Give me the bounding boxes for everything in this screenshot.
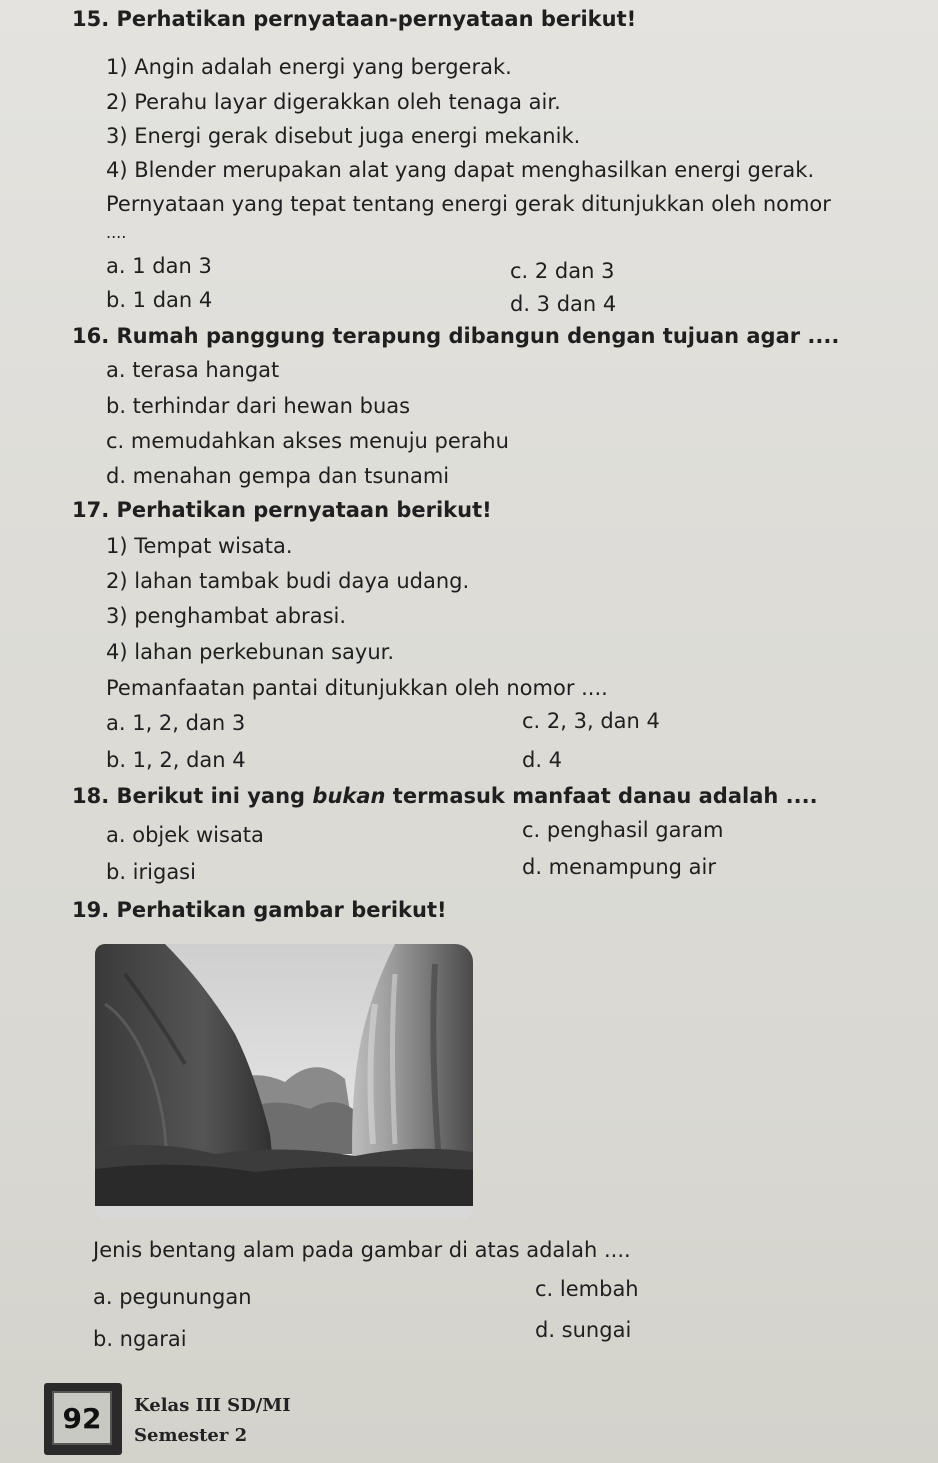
q17-option-b[interactable]: b. 1, 2, dan 4 <box>106 748 246 772</box>
q19-option-b[interactable]: b. ngarai <box>93 1327 187 1351</box>
q17-statement-2: 2) lahan tambak budi daya udang. <box>106 569 470 593</box>
q16-option-d[interactable]: d. menahan gempa dan tsunami <box>106 464 450 488</box>
q18-option-c[interactable]: c. penghasil garam <box>522 818 724 842</box>
q16-option-a[interactable]: a. terasa hangat <box>106 358 280 382</box>
q19-option-d[interactable]: d. sungai <box>535 1318 632 1342</box>
q18-option-d[interactable]: d. menampung air <box>522 855 716 879</box>
q18-option-a[interactable]: a. objek wisata <box>106 823 264 847</box>
q19-option-c[interactable]: c. lembah <box>535 1277 639 1301</box>
q16-option-c[interactable]: c. memudahkan akses menuju perahu <box>106 429 509 453</box>
q17-statement-4: 4) lahan perkebunan sayur. <box>106 640 395 664</box>
q16-option-b[interactable]: b. terhindar dari hewan buas <box>106 394 411 418</box>
q18-question-post: termasuk manfaat danau adalah .... <box>385 784 818 808</box>
q18-option-b[interactable]: b. irigasi <box>106 860 196 884</box>
q17-option-a[interactable]: a. 1, 2, dan 3 <box>106 711 246 735</box>
q17-option-c[interactable]: c. 2, 3, dan 4 <box>522 709 660 733</box>
q17-option-d[interactable]: d. 4 <box>522 748 563 772</box>
question-17-text: 17. Perhatikan pernyataan berikut! <box>72 498 492 522</box>
class-label: Kelas III SD/MI <box>134 1395 291 1416</box>
q15-option-a[interactable]: a. 1 dan 3 <box>106 254 212 278</box>
canyon-photo <box>95 944 473 1219</box>
q17-statement-1: 1) Tempat wisata. <box>106 534 293 558</box>
q15-option-d[interactable]: d. 3 dan 4 <box>510 292 617 316</box>
q19-prompt: Jenis bentang alam pada gambar di atas adalah .... <box>93 1238 631 1262</box>
q19-option-a[interactable]: a. pegunungan <box>93 1285 252 1309</box>
semester-label: Semester 2 <box>134 1425 248 1446</box>
q15-statement-2: 2) Perahu layar digerakkan oleh tenaga air. <box>106 90 561 114</box>
q15-prompt: Pernyataan yang tepat tentang energi gerak ditunjukkan oleh nomor <box>106 192 831 216</box>
q15-option-b[interactable]: b. 1 dan 4 <box>106 288 213 312</box>
question-16-text: 16. Rumah panggung terapung dibangun dengan tujuan agar .... <box>72 324 840 348</box>
q15-statement-4: 4) Blender merupakan alat yang dapat menghasilkan energi gerak. <box>106 158 815 182</box>
q15-ellipsis: .... <box>106 223 127 242</box>
question-19-text: 19. Perhatikan gambar berikut! <box>72 898 447 922</box>
q17-statement-3: 3) penghambat abrasi. <box>106 604 347 628</box>
q18-question-pre: 18. Berikut ini yang <box>72 784 313 808</box>
q15-option-c[interactable]: c. 2 dan 3 <box>510 259 615 283</box>
q15-statement-3: 3) Energi gerak disebut juga energi mekanik. <box>106 124 581 148</box>
question-15-text: 15. Perhatikan pernyataan-pernyataan berikut! <box>72 7 637 31</box>
q15-statement-1: 1) Angin adalah energi yang bergerak. <box>106 55 512 79</box>
page-number-badge <box>44 1383 122 1455</box>
page-number: 92 <box>52 1391 112 1445</box>
question-18-text <box>72 783 818 809</box>
q17-prompt: Pemanfaatan pantai ditunjukkan oleh nomor .... <box>106 676 608 700</box>
q18-question-emphasis: bukan <box>312 784 386 808</box>
